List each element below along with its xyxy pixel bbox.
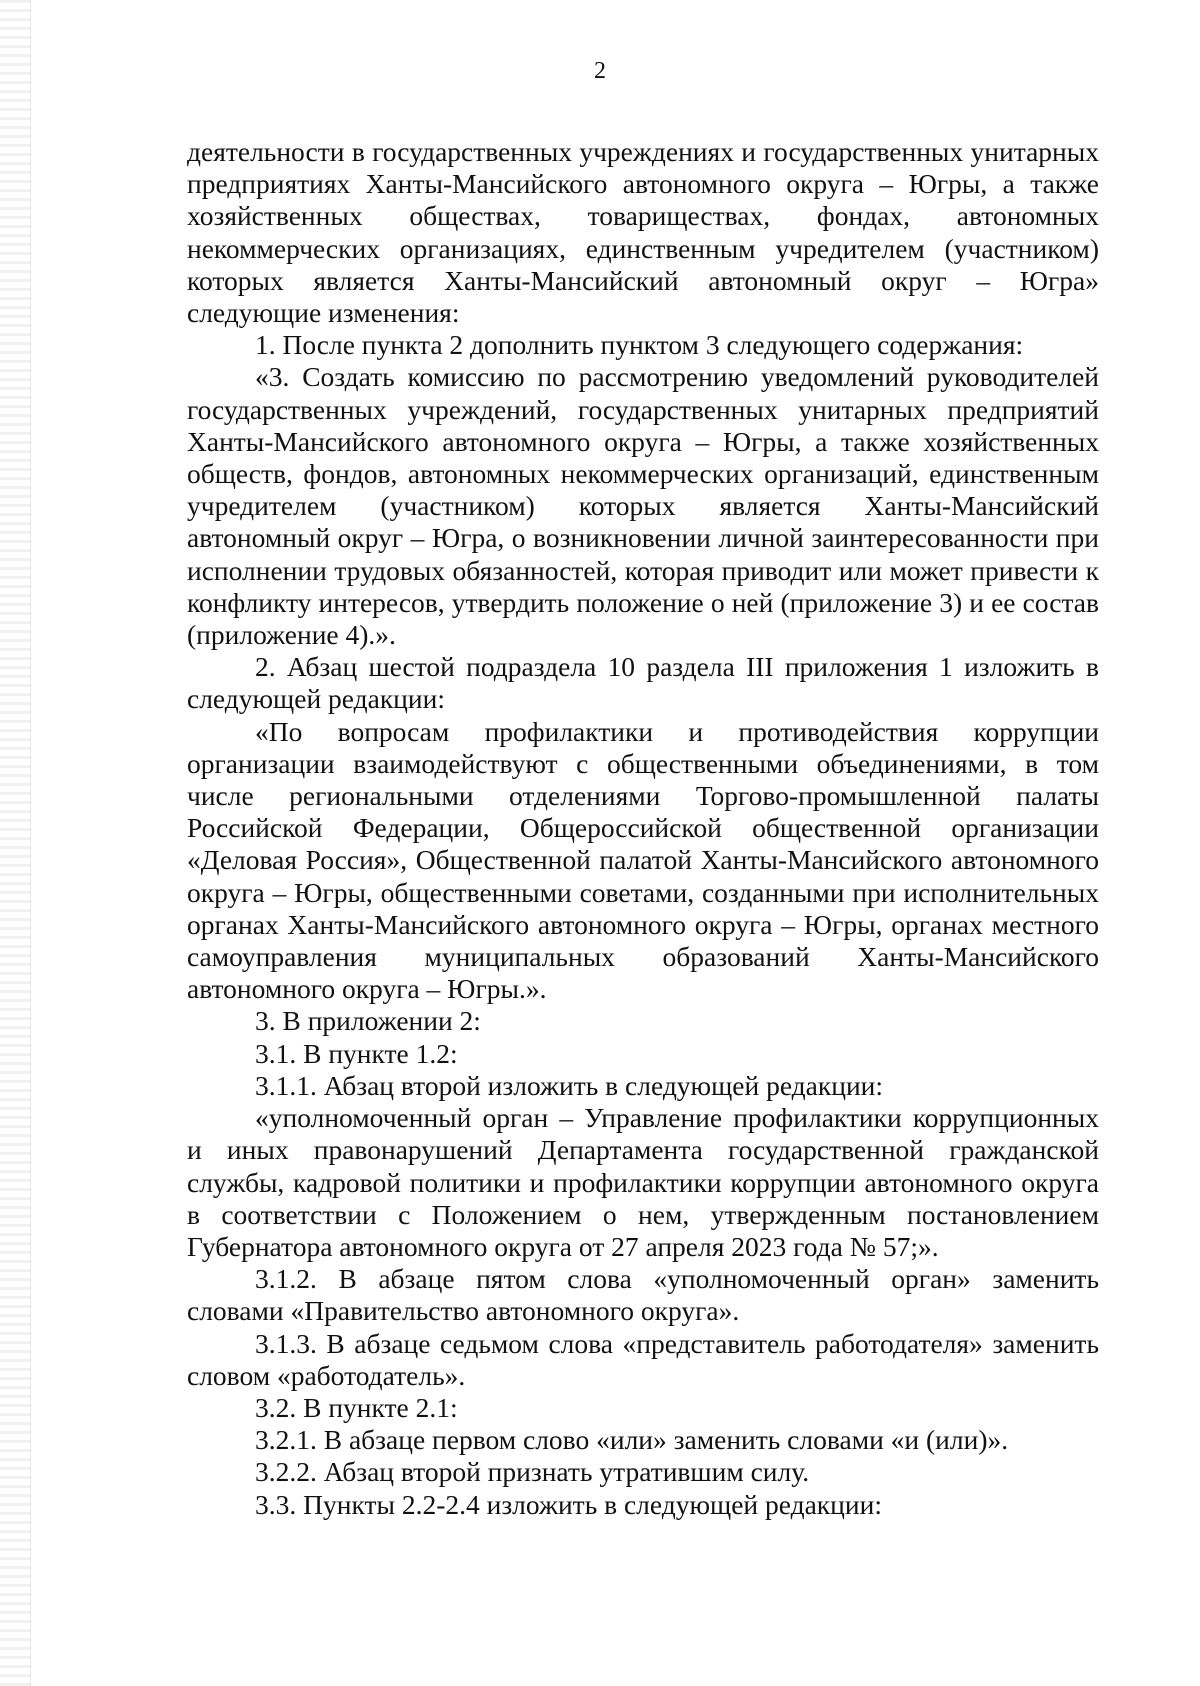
paragraph-item-3-quote: «3. Создать комиссию по рассмотрению уведомлений руководителей государственных учреждений, государственных унитарных предприятий Ханты-Мансийского автономного округа – Югры, а также хозяйственных обществ, фондов, автономных некоммерческих организаций, единственным учредителем (участником) которых является Ханты-Мансийский автономный округ – Югра, о возникновении личной заинтересованности при исполнении трудовых обязанностей, которая приводит или может привести к конфликту интересов, утвердить положение о ней (приложение 3) и ее состав (приложение 4).». <box>187 361 1099 651</box>
paragraph-item-3-2-2: 3.2.2. Абзац второй признать утратившим силу. <box>255 1456 810 1488</box>
paragraph-item-3-1: 3.1. В пункте 1.2: <box>255 1037 458 1069</box>
paragraph-item-2: 2. Абзац шестой подраздела 10 раздела III приложения 1 изложить в следующей редакции: <box>187 651 1099 715</box>
document-body <box>187 136 1099 1521</box>
scan-edge-artifact <box>0 0 31 1686</box>
paragraph-item-3-1-2: 3.1.2. В абзаце пятом слова «уполномоченный орган» заменить словами «Правительство автономного округа». <box>187 1263 1099 1327</box>
paragraph-item-3-3: 3.3. Пункты 2.2-2.4 изложить в следующей редакции: <box>255 1488 882 1520</box>
paragraph-item-3-2: 3.2. В пункте 2.1: <box>255 1391 458 1423</box>
paragraph-item-3-1-3: 3.1.3. В абзаце седьмом слова «представитель работодателя» заменить словом «работодатель». <box>187 1327 1099 1391</box>
paragraph-item-3: 3. В приложении 2: <box>255 1005 481 1037</box>
paragraph-item-1: 1. После пункта 2 дополнить пунктом 3 следующего содержания: <box>255 329 1024 361</box>
paragraph-item-3-1-1: 3.1.1. Абзац второй изложить в следующей редакции: <box>255 1069 884 1101</box>
page-number: 2 <box>594 58 606 84</box>
paragraph-item-3-1-1-quote: «уполномоченный орган – Управление профилактики коррупционных и иных правонарушений Департамента государственной гражданской службы, кадровой политики и профилактики коррупции автономного округа в соответствии с Положением о нем, утвержденным постановлением Губернатора автономного округа от 27 апреля 2023 года № 57;». <box>187 1102 1099 1262</box>
paragraph-continuation: деятельности в государственных учреждениях и государственных унитарных предприятиях Ханты-Мансийского автономного округа – Югры, а также хозяйственных обществах, товариществах, фондах, автономных некоммерческих организациях, единственным учредителем (участником) которых является Ханты-Мансийский автономный округ – Югра» следующие изменения: <box>187 136 1099 329</box>
paragraph-item-3-2-1: 3.2.1. В абзаце первом слово «или» заменить словами «и (или)». <box>255 1424 1009 1456</box>
paragraph-item-2-quote: «По вопросам профилактики и противодействия коррупции организации взаимодействуют с общественными объединениями, в том числе региональными отделениями Торгово-промышленной палаты Российской Федерации, Общероссийской общественной организации «Деловая Россия», Общественной палатой Ханты-Мансийского автономного округа – Югры, общественными советами, созданными при исполнительных органах Ханты-Мансийского автономного округа – Югры, органах местного самоуправления муниципальных образований Ханты-Мансийского автономного округа – Югры.». <box>187 715 1099 1005</box>
